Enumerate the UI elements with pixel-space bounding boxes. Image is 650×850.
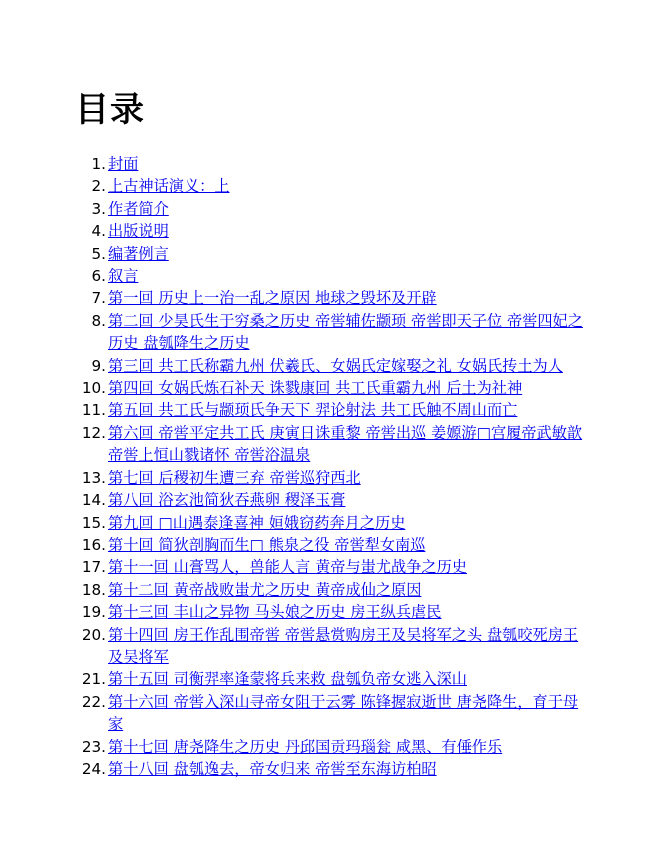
toc-item (70, 601, 590, 623)
toc-item-number: 17. (81, 558, 106, 577)
toc-item (70, 758, 590, 780)
toc-link[interactable]: 封面 (108, 155, 139, 173)
toc-item (70, 736, 590, 758)
toc-link[interactable]: 第四回 女娲氏炼石补天 诛戮康回 共工氏重霸九州 后土为社神 (108, 379, 523, 398)
toc-item-number: 16. (81, 535, 106, 554)
toc-item (70, 265, 590, 287)
toc-link[interactable]: 第十五回 司衡羿率逢蒙将兵来救 盘瓠负帝女逃入深山 (108, 670, 467, 689)
toc-item (70, 287, 590, 309)
toc-link[interactable]: 第六回 帝喾平定共工氏 庚寅日诛重黎 帝喾出巡 姜嫄游□宫履帝武敏歆 帝喾上恒山戮诸怀 帝喾浴温泉 (108, 423, 583, 465)
toc-link[interactable]: 第七回 后稷初生遭三弃 帝喾巡狩西北 (108, 468, 361, 487)
toc-item-number: 22. (81, 692, 106, 711)
toc-link[interactable]: 第九回 □山遇泰逢喜神 姮娥窃药奔月之历史 (108, 513, 406, 532)
toc-item (70, 422, 590, 467)
toc-item (70, 399, 590, 421)
toc-link[interactable]: 第十六回 帝喾入深山寻帝女阻于云雾 陈锋握寂逝世 唐尧降生，育于母家 (108, 692, 579, 734)
toc-item-number: 1. (91, 155, 106, 173)
toc-item-number: 21. (81, 670, 106, 689)
toc-item (70, 220, 590, 242)
toc-item (70, 579, 590, 601)
toc-item (70, 624, 590, 669)
toc-item (70, 556, 590, 578)
toc-link[interactable]: 第十回 简狄剖胸而生□ 熊泉之役 帝喾犁女南巡 (108, 535, 426, 554)
toc-item (70, 668, 590, 690)
toc-item-number: 3. (91, 199, 106, 218)
toc-link[interactable]: 编著例言 (108, 244, 169, 263)
table-of-contents (70, 153, 590, 780)
toc-item-number: 2. (91, 177, 106, 196)
toc-item-number: 15. (81, 513, 106, 532)
toc-item (70, 489, 590, 511)
toc-item-number: 10. (81, 379, 106, 398)
toc-item (70, 243, 590, 265)
toc-item-number: 12. (81, 423, 106, 442)
toc-item-number: 8. (91, 311, 106, 330)
toc-item-number: 9. (91, 356, 106, 375)
toc-link[interactable]: 第十四回 房王作乱围帝喾 帝喾悬赏购房王及吴将军之头 盘瓠咬死房王及吴将军 (108, 625, 579, 666)
toc-link[interactable]: 第十二回 黄帝战败蚩尤之历史 黄帝成仙之原因 (108, 580, 422, 599)
toc-item (70, 467, 590, 489)
toc-item (70, 512, 590, 534)
toc-link[interactable]: 上古神话演义：上 (108, 177, 230, 196)
toc-link[interactable]: 第十三回 丰山之异物 马头娘之历史 房王纵兵虐民 (108, 603, 442, 622)
toc-item (70, 691, 590, 736)
toc-link[interactable]: 第十八回 盘瓠逸去，帝女归来 帝喾至东海访柏昭 (108, 759, 437, 778)
toc-item-number: 18. (81, 580, 106, 599)
page-title: 目录 (75, 90, 145, 130)
toc-link[interactable]: 第二回 少昊氏生于穷桑之历史 帝喾辅佐颛顼 帝喾即天子位 帝喾四妃之历史 盘瓠降生之历史 (108, 311, 583, 353)
toc-item (70, 310, 590, 355)
toc-item (70, 377, 590, 399)
toc-link[interactable]: 第五回 共工氏与颛顼氏争天下 羿论射法 共工氏触不周山而亡 (108, 401, 518, 420)
toc-item-number: 14. (81, 491, 106, 510)
toc-item-number: 5. (91, 244, 106, 263)
toc-item-number: 19. (81, 603, 106, 622)
toc-link[interactable]: 出版说明 (108, 222, 169, 241)
toc-link[interactable]: 第一回 历史上一治一乱之原因 地球之毁坏及开辟 (108, 289, 437, 308)
toc-link[interactable]: 第三回 共工氏称霸九州 伏羲氏、女娲氏定嫁娶之礼 女娲氏抟土为人 (108, 356, 563, 375)
toc-item-number: 4. (91, 222, 106, 241)
toc-item-number: 11. (81, 401, 106, 420)
toc-item-number: 23. (81, 737, 106, 756)
toc-item-number: 20. (81, 625, 106, 644)
toc-item (70, 198, 590, 220)
toc-link[interactable]: 第八回 浴玄池简狄吞燕卵 稷泽玉膏 (108, 491, 346, 510)
toc-item-number: 7. (91, 289, 106, 308)
toc-item-number: 13. (81, 468, 106, 487)
toc-link[interactable]: 叙言 (108, 267, 139, 286)
toc-item (70, 355, 590, 377)
toc-item-number: 6. (91, 267, 106, 286)
toc-item-number: 24. (81, 759, 106, 778)
toc-link[interactable]: 第十七回 唐尧降生之历史 丹邱国贡玛瑙瓮 咸黑、有倕作乐 (108, 737, 503, 756)
toc-item (70, 175, 590, 197)
toc-link[interactable]: 第十一回 山膏骂人，兽能人言 黄帝与蚩尤战争之历史 (108, 558, 467, 577)
toc-link[interactable]: 作者简介 (108, 199, 169, 218)
toc-item (70, 153, 590, 175)
toc-item (70, 534, 590, 556)
